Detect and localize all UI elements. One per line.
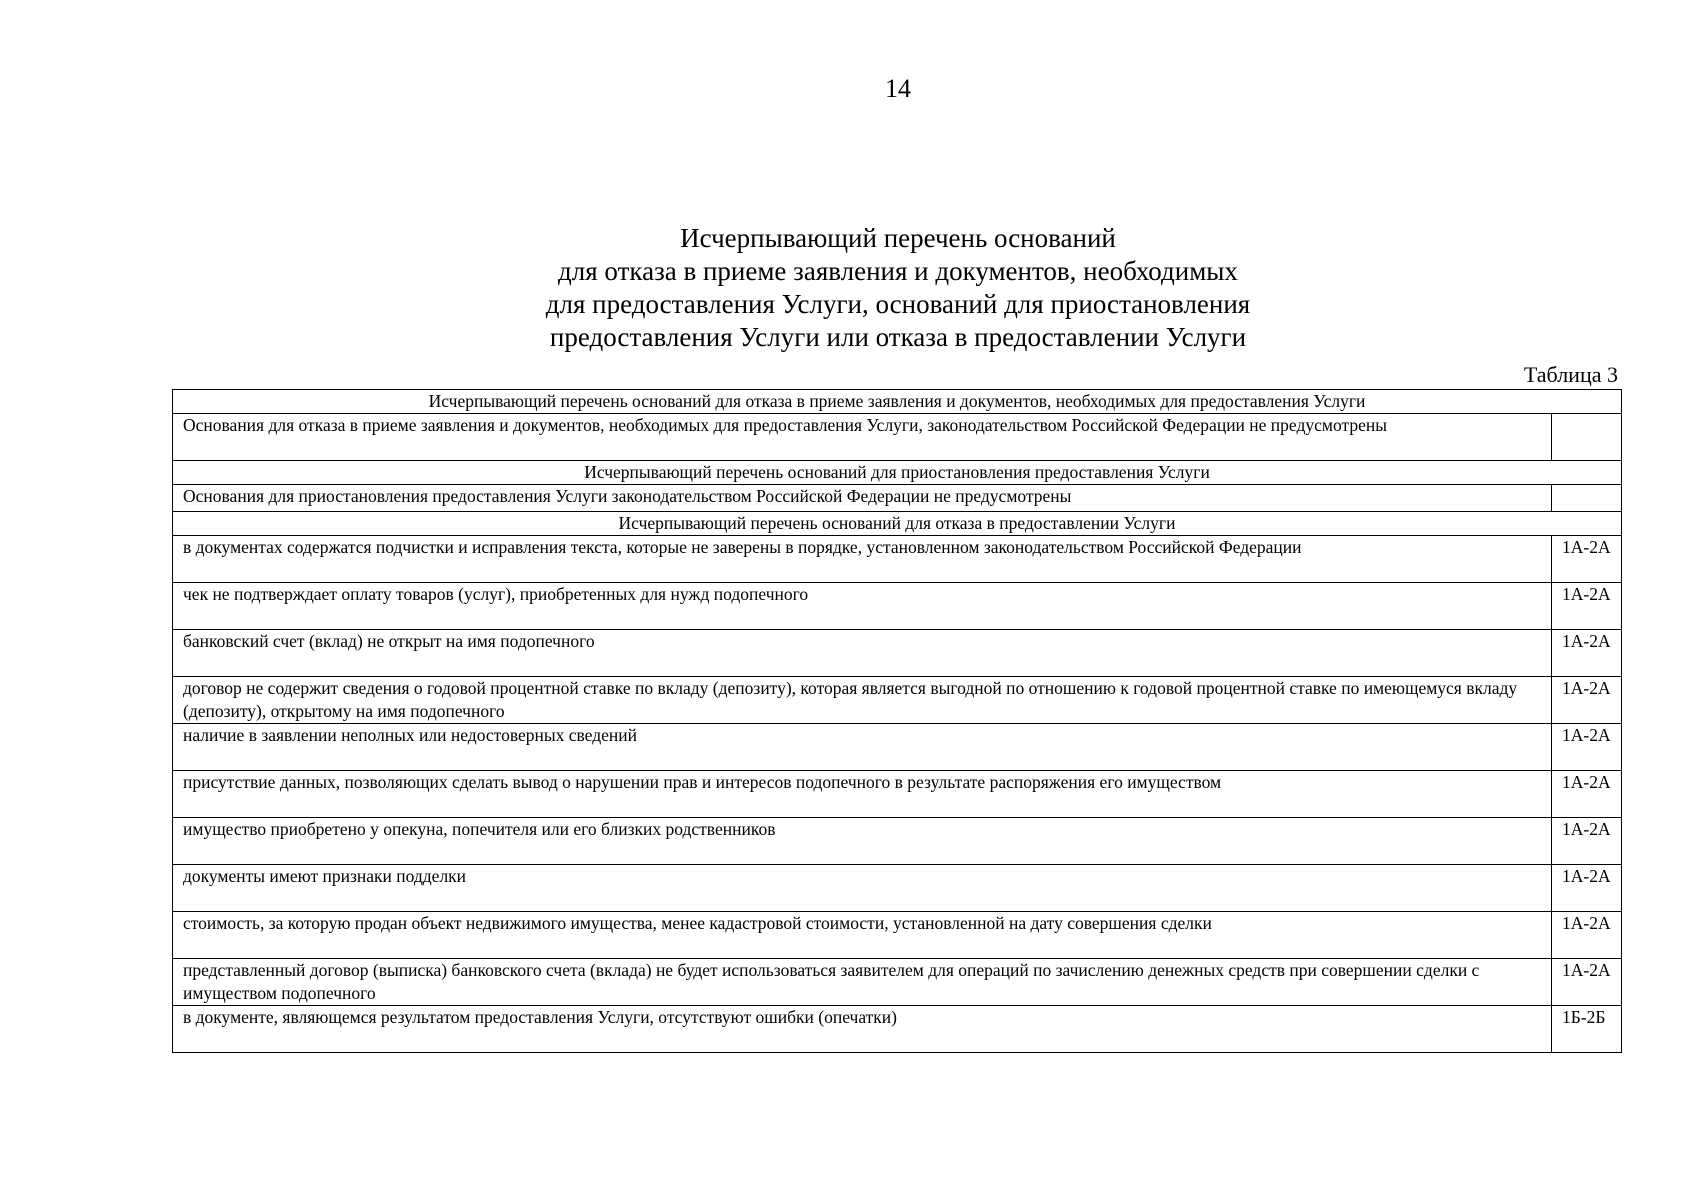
table-label: Таблица 3 (1523, 362, 1618, 387)
table-row (173, 485, 1622, 512)
row-code (1551, 414, 1621, 461)
row-code: 1А-2А (1551, 677, 1621, 724)
row-text: договор не содержит сведения о годовой процентной ставке по вкладу (депозиту), которая является выгодной по отношению к годовой процентной ставке по имеющемуся вкладу (депозиту), открытому на имя подопечного (173, 677, 1552, 724)
title-line: для отказа в приеме заявления и документов, необходимых (558, 256, 1238, 286)
row-text: в документах содержатся подчистки и исправления текста, которые не заверены в порядке, установленном законодательством Российской Федерации (173, 536, 1552, 583)
row-text: в документе, являющемся результатом предоставления Услуги, отсутствуют ошибки (опечатки) (173, 1006, 1552, 1053)
title-line: для предоставления Услуги, оснований для приостановления (545, 289, 1251, 319)
section-heading-row (173, 512, 1622, 536)
row-text: стоимость, за которую продан объект недвижимого имущества, менее кадастровой стоимости, установленной на дату совершения сделки (173, 912, 1552, 959)
row-text: представленный договор (выписка) банковского счета (вклада) не будет использоваться заявителем для операций по зачислению денежных средств при совершении сделки с имуществом подопечного (173, 959, 1552, 1006)
table-row (173, 912, 1622, 959)
row-code: 1А-2А (1551, 912, 1621, 959)
page-number: 14 (885, 74, 911, 103)
title-line: предоставления Услуги или отказа в предоставлении Услуги (549, 322, 1247, 352)
table-row (173, 771, 1622, 818)
section-heading: Исчерпывающий перечень оснований для отказа в предоставлении Услуги (173, 512, 1622, 536)
row-text: банковский счет (вклад) не открыт на имя подопечного (173, 630, 1552, 677)
row-text: наличие в заявлении неполных или недостоверных сведений (173, 724, 1552, 771)
grounds-table (172, 389, 1622, 1053)
table-row (173, 818, 1622, 865)
section-heading: Исчерпывающий перечень оснований для отказа в приеме заявления и документов, необходимых для предоставления Услуги (173, 390, 1622, 414)
section-heading-row (173, 390, 1622, 414)
row-code: 1А-2А (1551, 865, 1621, 912)
table-row (173, 414, 1622, 461)
row-text: Основания для отказа в приеме заявления и документов, необходимых для предоставления Услуги, законодательством Российской Федерации не предусмотрены (173, 414, 1552, 461)
row-code: 1А-2А (1551, 536, 1621, 583)
table-row (173, 959, 1622, 1006)
row-code: 1А-2А (1551, 959, 1621, 1006)
row-text: Основания для приостановления предоставления Услуги законодательством Российской Федерации не предусмотрены (173, 485, 1552, 512)
section-heading: Исчерпывающий перечень оснований для приостановления предоставления Услуги (173, 461, 1622, 485)
row-code: 1А-2А (1551, 583, 1621, 630)
table-row (173, 536, 1622, 583)
row-text: присутствие данных, позволяющих сделать вывод о нарушении прав и интересов подопечного в результате распоряжения его имуществом (173, 771, 1552, 818)
table-row (173, 583, 1622, 630)
table-row (173, 724, 1622, 771)
document-title (0, 222, 1698, 354)
row-text: чек не подтверждает оплату товаров (услуг), приобретенных для нужд подопечного (173, 583, 1552, 630)
row-code: 1Б-2Б (1551, 1006, 1621, 1053)
row-code: 1А-2А (1551, 630, 1621, 677)
table-row (173, 865, 1622, 912)
row-text: документы имеют признаки подделки (173, 865, 1552, 912)
table-row (173, 1006, 1622, 1053)
row-code: 1А-2А (1551, 771, 1621, 818)
row-code (1551, 485, 1621, 512)
row-text: имущество приобретено у опекуна, попечителя или его близких родственников (173, 818, 1552, 865)
title-line: Исчерпывающий перечень оснований (680, 223, 1116, 253)
row-code: 1А-2А (1551, 724, 1621, 771)
row-code: 1А-2А (1551, 818, 1621, 865)
table-row (173, 630, 1622, 677)
table-row (173, 677, 1622, 724)
section-heading-row (173, 461, 1622, 485)
